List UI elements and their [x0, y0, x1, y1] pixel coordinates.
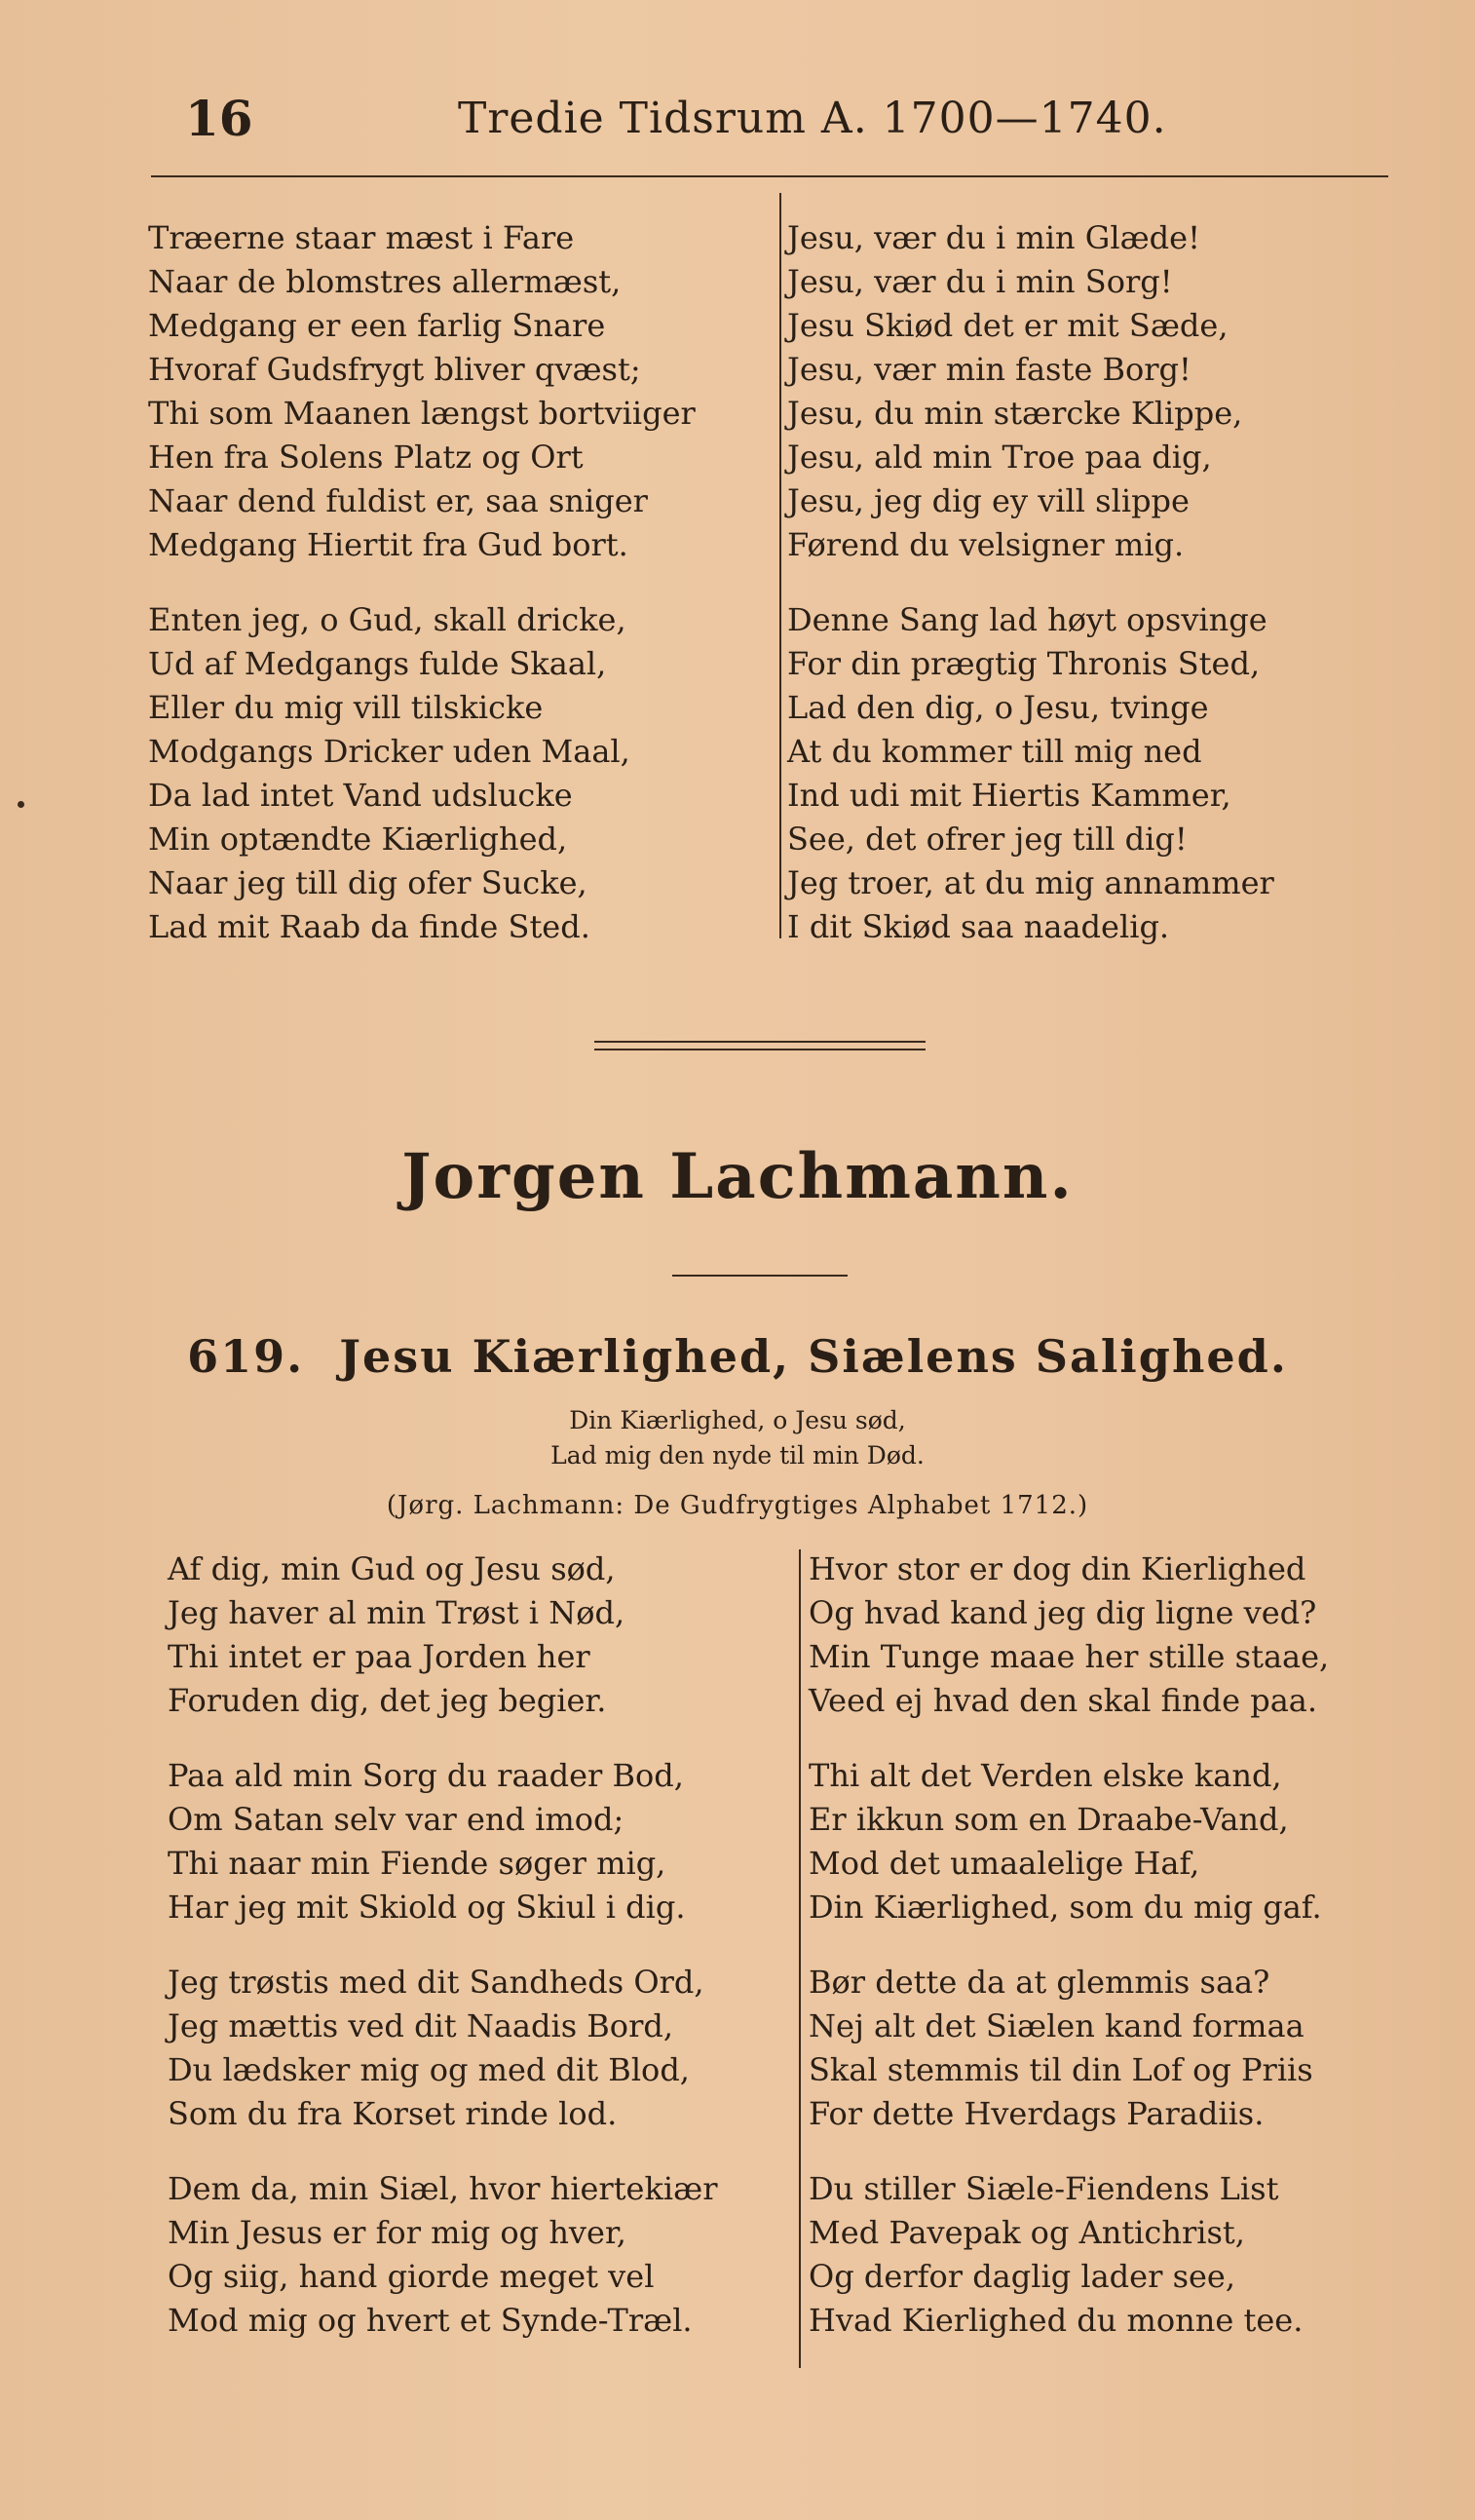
- top-right-column: [787, 216, 1274, 980]
- verse-line: Om Satan selv var end imod;: [168, 1801, 624, 1838]
- stanza: [168, 1547, 717, 1723]
- stanza: [148, 216, 696, 567]
- stanza: [809, 1961, 1329, 2136]
- verse-line: Hen fra Solens Platz og Ort: [148, 439, 584, 476]
- verse-line: Mod det umaalelige Haf,: [809, 1845, 1200, 1882]
- hymn-left-column: [168, 1547, 717, 2374]
- verse-line: Du lædsker mig og med dit Blod,: [168, 2051, 690, 2088]
- hymn-title: [0, 1330, 1475, 1383]
- verse-line: Du stiller Siæle-Fiendens List: [809, 2170, 1279, 2207]
- verse-line: Jesu, ald min Troe paa dig,: [787, 439, 1212, 476]
- verse-line: Træerne staar mæst i Fare: [148, 219, 575, 256]
- verse-line: Medgang er een farlig Snare: [148, 307, 606, 344]
- verse-line: Naar jeg till dig ofer Sucke,: [148, 864, 587, 901]
- verse-line: Jeg haver al min Trøst i Nød,: [168, 1594, 625, 1631]
- hymn-number: 619.: [187, 1330, 305, 1383]
- running-head: Tredie Tidsrum A. 1700—1740.: [458, 94, 1167, 143]
- stanza: [148, 598, 696, 949]
- verse-line: Lad mit Raab da finde Sted.: [148, 908, 590, 945]
- verse-line: Thi som Maanen længst bortviiger: [148, 395, 696, 432]
- column-divider: [779, 193, 781, 938]
- verse-line: Hvad Kierlighed du monne tee.: [809, 2302, 1304, 2339]
- hymn-title-text: Jesu Kiærlighed, Siælens Salighed.: [339, 1330, 1288, 1383]
- verse-line: Denne Sang lad høyt opsvinge: [787, 601, 1267, 638]
- stanza: [168, 1961, 717, 2136]
- verse-line: Foruden dig, det jeg begier.: [168, 1682, 607, 1719]
- stanza: [809, 1754, 1329, 1929]
- column-divider: [799, 1549, 801, 2368]
- verse-line: Som du fra Korset rinde lod.: [168, 2095, 618, 2132]
- verse-line: Og derfor daglig lader see,: [809, 2258, 1236, 2295]
- verse-line: Jeg mættis ved dit Naadis Bord,: [168, 2007, 674, 2044]
- verse-line: Hvor stor er dog din Kierlighed: [809, 1550, 1306, 1587]
- verse-line: Jesu Skiød det er mit Sæde,: [787, 307, 1229, 344]
- verse-line: Min Tunge maae her stille staae,: [809, 1638, 1330, 1675]
- verse-line: Er ikkun som en Draabe-Vand,: [809, 1801, 1289, 1838]
- top-left-column: [148, 216, 696, 980]
- stanza: [787, 598, 1274, 949]
- verse-line: Min optændte Kiærlighed,: [148, 821, 568, 858]
- verse-line: Modgangs Dricker uden Maal,: [148, 733, 630, 770]
- motto-line: Lad mig den nyde til min Død.: [550, 1441, 925, 1470]
- hymn-right-column: [809, 1547, 1329, 2374]
- verse-line: Jeg trøstis med dit Sandheds Ord,: [168, 1964, 704, 2001]
- verse-line: Eller du mig vill tilskicke: [148, 689, 544, 726]
- verse-line: Jesu, du min stærcke Klippe,: [787, 395, 1243, 432]
- verse-line: Jesu, vær du i min Glæde!: [787, 219, 1200, 256]
- verse-line: Min Jesus er for mig og hver,: [168, 2214, 626, 2251]
- verse-line: Thi naar min Fiende søger mig,: [168, 1845, 666, 1882]
- verse-line: Ind udi mit Hiertis Kammer,: [787, 777, 1231, 814]
- verse-line: Ud af Medgangs fulde Skaal,: [148, 645, 607, 682]
- verse-line: Skal stemmis til din Lof og Priis: [809, 2051, 1313, 2088]
- verse-line: Thi alt det Verden elske kand,: [809, 1757, 1282, 1794]
- verse-line: Medgang Hiertit fra Gud bort.: [148, 526, 628, 563]
- verse-line: Hvoraf Gudsfrygt bliver qvæst;: [148, 351, 641, 388]
- verse-line: Jesu, vær min faste Borg!: [787, 351, 1191, 388]
- section-double-rule: [594, 1041, 926, 1050]
- verse-line: Thi intet er paa Jorden her: [168, 1638, 590, 1675]
- stanza: [168, 2167, 717, 2343]
- verse-line: Naar de blomstres allermæst,: [148, 263, 622, 300]
- verse-line: Dem da, min Siæl, hvor hiertekiær: [168, 2170, 718, 2207]
- hymn-source: (Jørg. Lachmann: De Gudfrygtiges Alphabet 1712.): [386, 1491, 1089, 1520]
- verse-line: Har jeg mit Skiold og Skiul i dig.: [168, 1889, 686, 1926]
- motto-line: Din Kiærlighed, o Jesu sød,: [569, 1406, 906, 1434]
- verse-line: Da lad intet Vand udslucke: [148, 777, 573, 814]
- verse-line: For dette Hverdags Paradiis.: [809, 2095, 1265, 2132]
- stanza: [809, 2167, 1329, 2343]
- stanza: [809, 1547, 1329, 1723]
- verse-line: Førend du velsigner mig.: [787, 526, 1185, 563]
- verse-line: Af dig, min Gud og Jesu sød,: [168, 1550, 616, 1587]
- verse-line: Nej alt det Siælen kand formaa: [809, 2007, 1305, 2044]
- verse-line: Paa ald min Sorg du raader Bod,: [168, 1757, 684, 1794]
- verse-line: See, det ofrer jeg till dig!: [787, 821, 1188, 858]
- verse-line: Og hvad kand jeg dig ligne ved?: [809, 1594, 1317, 1631]
- verse-line: Enten jeg, o Gud, skall dricke,: [148, 601, 626, 638]
- verse-line: Bør dette da at glemmis saa?: [809, 1964, 1270, 2001]
- verse-line: For din prægtig Thronis Sted,: [787, 645, 1261, 682]
- page-number: 16: [185, 90, 253, 147]
- verse-line: Og siig, hand giorde meget vel: [168, 2258, 655, 2295]
- stanza: [787, 216, 1274, 567]
- hymn-motto: [0, 1403, 1475, 1473]
- verse-line: At du kommer till mig ned: [787, 733, 1202, 770]
- verse-line: Naar dend fuldist er, saa sniger: [148, 482, 648, 519]
- verse-line: Jesu, vær du i min Sorg!: [787, 263, 1173, 300]
- verse-line: Lad den dig, o Jesu, tvinge: [787, 689, 1209, 726]
- page-header: [185, 90, 1319, 158]
- author-rule: [672, 1275, 848, 1277]
- verse-line: Med Pavepak og Antichrist,: [809, 2214, 1245, 2251]
- author-heading: Jorgen Lachmann.: [401, 1140, 1074, 1213]
- verse-line: Jesu, jeg dig ey vill slippe: [787, 482, 1190, 519]
- header-rule: [151, 175, 1388, 177]
- margin-speck: [18, 801, 24, 808]
- verse-line: Veed ej hvad den skal finde paa.: [809, 1682, 1318, 1719]
- verse-line: Din Kiærlighed, som du mig gaf.: [809, 1889, 1322, 1926]
- stanza: [168, 1754, 717, 1929]
- verse-line: Mod mig og hvert et Synde-Træl.: [168, 2302, 693, 2339]
- verse-line: I dit Skiød saa naadelig.: [787, 908, 1170, 945]
- verse-line: Jeg troer, at du mig annammer: [787, 864, 1274, 901]
